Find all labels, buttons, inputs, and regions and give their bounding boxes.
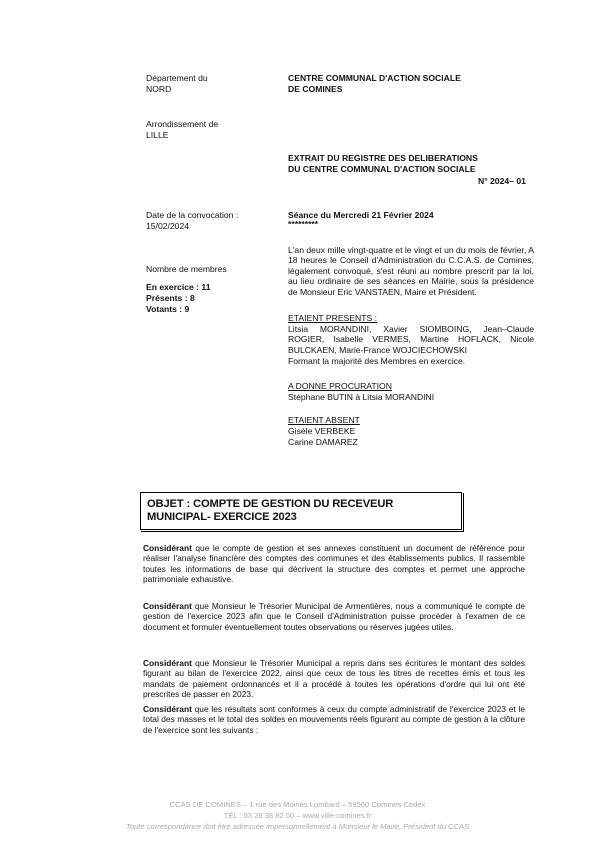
department-value: NORD bbox=[146, 84, 172, 94]
considerant-lead: Considérant bbox=[143, 658, 192, 668]
presents-heading: ETAIENT PRESENTS : bbox=[288, 313, 377, 323]
absent-name-1: Gisèle VERBEKE bbox=[288, 426, 356, 436]
membres-presents: Présents : 8 bbox=[146, 293, 195, 303]
membres-exercice: En exercice : 11 bbox=[146, 282, 211, 292]
considerant-text: que les résultats sont conformes à ceux du compte administratif de l'exercice 2023 et le total des masses et le total des soldes en mouvements réels figurant au compte de gestion à la clôture de l'exercice sont les suivants : bbox=[143, 704, 525, 735]
presents-majorite: Formant la majorité des Membres en exercice. bbox=[288, 356, 466, 366]
convocation-label: Date de la convocation : bbox=[146, 210, 239, 220]
absent-name-2: Carine DAMAREZ bbox=[288, 437, 358, 447]
procuration-heading: A DONNE PROCURATION bbox=[288, 381, 392, 391]
deliberation-number: N° 2024– 01 bbox=[478, 176, 526, 186]
considerant-lead: Considérant bbox=[143, 601, 192, 611]
footer-note: Toute correspondance doit être adressée impersonnellement à Monsieur le Maire, Président du CCAS bbox=[125, 822, 470, 831]
membres-title: Nombre de membres bbox=[146, 264, 227, 274]
objet-box bbox=[140, 492, 462, 530]
department-label: Département du bbox=[146, 73, 208, 83]
considerant-lead: Considérant bbox=[143, 543, 192, 553]
membres-votants: Votants : 9 bbox=[146, 304, 190, 314]
absent-heading: ETAIENT ABSENT bbox=[288, 415, 360, 425]
arrondissement-label: Arrondissement de bbox=[146, 119, 219, 129]
footer-contact: TÉL : 03 28 38 82 00 – www.ville-comines.fr bbox=[223, 811, 372, 820]
seance-stars: ********* bbox=[288, 219, 319, 229]
considerant-text: que le compte de gestion et ses annexes constituent un document de référence pour réaliser l'analyse financière des comptes des communes et des établissements publics. Il rassemble toutes les informations de base qui décrivent la structure des comptes et permet une approche patrimoniale exhaustive. bbox=[143, 543, 525, 584]
extrait-line2: DU CENTRE COMMUNAL D'ACTION SOCIALE bbox=[288, 164, 476, 174]
considerant-text: que Monsieur le Trésorier Municipal a repris dans ses écritures le montant des soldes figurant au bilan de l'exercice 2022, ainsi que ceux de tous les titres de recettes émis et tous les mandats de paiement ordonnancés et il a procédé à toutes les opérations d'ordre qui lui ont été prescrites de passer en 2023. bbox=[143, 658, 525, 699]
extrait-line1: EXTRAIT DU REGISTRE DES DELIBERATIONS bbox=[288, 153, 478, 163]
considerant-paragraph-1 bbox=[143, 543, 525, 584]
considerant-lead: Considérant bbox=[143, 704, 192, 714]
footer-address: CCAS DE COMINES – 1 rue des Moines Lombard – 59560 Comines Cedex bbox=[169, 800, 426, 809]
presents-names: Litsia MORANDINI, Xavier SIOMBOING, Jean–Claude ROGIER, Isabelle VERMES, Martine HOFLACK, Nicole BULCKAEN, Marie-France WOJCIECHOWSKI bbox=[288, 324, 534, 355]
convocation-date: 15/02/2024 bbox=[146, 221, 190, 231]
considerant-text: que Monsieur le Trésorier Municipal de Armentières, nous a communiqué le compte de gestion de l'exercice 2023 afin que le Conseil d'Administration puisse procéder à l'examen de ce document et formuler éventuellement toutes observations ou réserves jugées utiles. bbox=[143, 601, 525, 632]
considerant-paragraph-2 bbox=[143, 601, 525, 632]
considerant-paragraph-3 bbox=[143, 658, 525, 699]
considerant-paragraph-4 bbox=[143, 704, 525, 735]
procuration-text: Stéphane BUTIN à Litsia MORANDINI bbox=[288, 392, 435, 402]
seance-title: Séance du Mercredi 21 Février 2024 bbox=[288, 210, 434, 220]
seance-intro: L'an deux mille vingt-quatre et le vingt et un du mois de février, A 18 heures le Conseil d'Administration du C.C.A.S. de Comines, légalement convoqué, s'est réuni au nombre prescrit par la loi, au lieu ordinaire de ses séances en Mairie, sous la présidence de Monsieur Eric VANSTAEN, Maire et Président. bbox=[288, 245, 534, 297]
objet-title: OBJET : COMPTE DE GESTION DU RECEVEUR MUNICIPAL- EXERCICE 2023 bbox=[147, 498, 394, 523]
arrondissement-value: LILLE bbox=[146, 130, 169, 140]
org-name-line1: CENTRE COMMUNAL D'ACTION SOCIALE bbox=[288, 73, 461, 83]
org-name-line2: DE COMINES bbox=[288, 84, 343, 94]
